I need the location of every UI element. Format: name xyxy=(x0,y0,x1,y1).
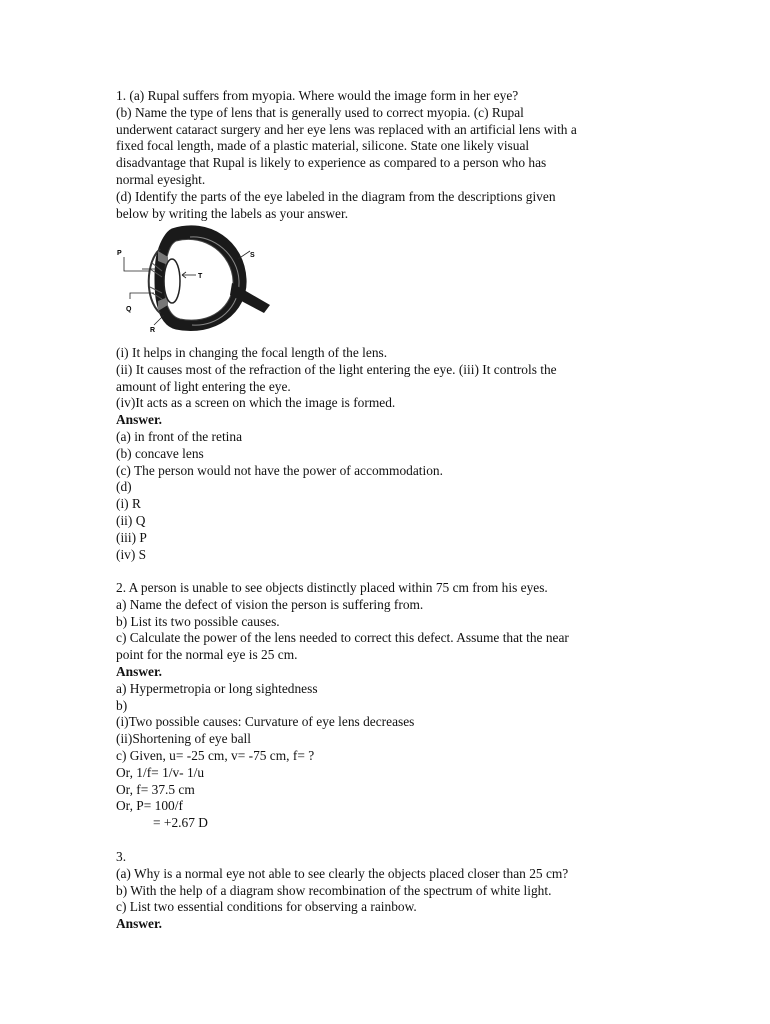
answer-line: (ii) Q xyxy=(116,512,146,528)
question-1 xyxy=(116,88,676,222)
question-2-line: b) List its two possible causes. xyxy=(116,613,280,629)
answer-line: (c) The person would not have the power of accommodation. xyxy=(116,462,443,478)
answer-line: (a) in front of the retina xyxy=(116,428,243,444)
answer-heading: Answer. xyxy=(116,663,163,679)
label-p: P xyxy=(117,250,122,257)
answer-result: = +2.67 D xyxy=(153,815,208,831)
question-1-line: disadvantage that Rupal is likely to experience as compared to a person who has xyxy=(116,155,547,171)
question-1-line: 1. (a) Rupal suffers from myopia. Where would the image form in her eye? xyxy=(116,88,519,103)
question-1-line: below by writing the labels as your answer. xyxy=(116,205,349,221)
answer-line: (i)Two possible causes: Curvature of eye lens decreases xyxy=(116,714,415,730)
answer-line: a) Hypermetropia or long sightedness xyxy=(116,680,318,696)
answer-line: (i) R xyxy=(116,496,141,512)
answer-line: (d) xyxy=(116,479,132,495)
question-1-line: (d) Identify the parts of the eye labeled in the diagram from the descriptions given xyxy=(116,188,556,204)
answer-line: Or, 1/f= 1/v- 1/u xyxy=(116,764,205,780)
question-3 xyxy=(116,849,676,933)
question-2-line: point for the normal eye is 25 cm. xyxy=(116,647,298,663)
eye-lens xyxy=(164,259,180,303)
answer-line: (b) concave lens xyxy=(116,445,204,461)
answer-line: Or, P= 100/f xyxy=(116,798,183,814)
question-3-line: (a) Why is a normal eye not able to see clearly the objects placed closer than 25 cm? xyxy=(116,865,569,881)
question-1-line: normal eyesight. xyxy=(116,171,206,187)
question-2-line: a) Name the defect of vision the person is suffering from. xyxy=(116,596,424,612)
description-line: (iv)It acts as a screen on which the image is formed. xyxy=(116,395,396,411)
question-3-number: 3. xyxy=(116,849,127,864)
answer-line: b) xyxy=(116,697,128,713)
description-line: (ii) It causes most of the refraction of the light entering the eye. (iii) It controls the xyxy=(116,361,557,377)
question-3-line: c) List two essential conditions for observing a rainbow. xyxy=(116,899,417,915)
question-1-line: (b) Name the type of lens that is generally used to correct myopia. (c) Rupal xyxy=(116,104,524,120)
answer-line: (iii) P xyxy=(116,529,147,545)
question-2 xyxy=(116,580,676,832)
label-r: R xyxy=(150,327,156,334)
question-2-line: 2. A person is unable to see objects distinctly placed within 75 cm from his eyes. xyxy=(116,580,548,595)
label-t: T xyxy=(198,273,203,280)
answer-heading: Answer. xyxy=(116,412,163,428)
question-1-continued xyxy=(116,345,676,563)
answer-line: (iv) S xyxy=(116,546,147,562)
answer-line: c) Given, u= -25 cm, v= -75 cm, f= ? xyxy=(116,747,315,763)
question-2-line: c) Calculate the power of the lens needed to correct this defect. Assume that the near xyxy=(116,630,569,646)
question-1-line: underwent cataract surgery and her eye lens was replaced with an artificial lens with a xyxy=(116,121,577,137)
description-line: amount of light entering the eye. xyxy=(116,378,291,394)
description-line: (i) It helps in changing the focal length of the lens. xyxy=(116,345,388,360)
answer-heading: Answer. xyxy=(116,916,163,932)
answer-line: Or, f= 37.5 cm xyxy=(116,781,195,797)
label-s: S xyxy=(250,252,255,259)
label-q: Q xyxy=(126,306,132,313)
question-3-line: b) With the help of a diagram show recombination of the spectrum of white light. xyxy=(116,882,552,898)
question-1-line: fixed focal length, made of a plastic material, silicone. State one likely visual xyxy=(116,138,530,154)
eye-diagram xyxy=(114,221,274,341)
answer-line: (ii)Shortening of eye ball xyxy=(116,731,251,747)
